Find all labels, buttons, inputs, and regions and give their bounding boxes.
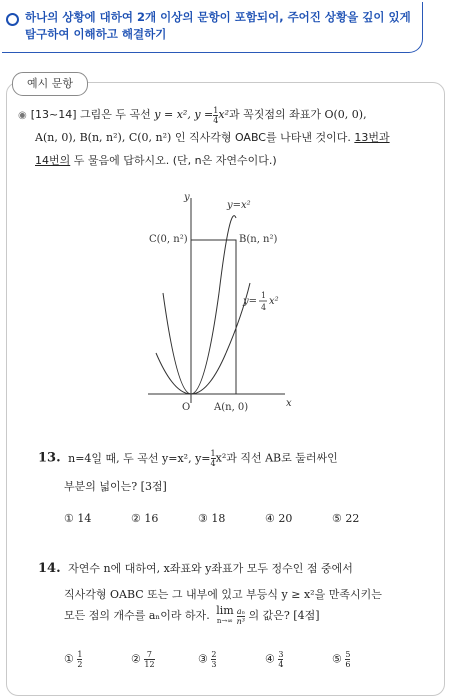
choice-marker: ③ xyxy=(198,512,208,525)
intro-eq-2-post: x² xyxy=(218,108,229,121)
frac-num: 1 xyxy=(210,449,216,458)
q14-choice-5[interactable] xyxy=(332,650,350,669)
question-14-text-3a: 모든 점의 개수를 aₙ이라 하자. xyxy=(64,609,210,622)
choice-value: 22 xyxy=(345,512,360,525)
q14-choice-3[interactable] xyxy=(198,650,216,669)
choice-marker: ⑤ xyxy=(332,512,342,525)
point-b-label: B(n, n²) xyxy=(239,234,278,245)
question-14-line-1 xyxy=(38,560,438,576)
q14-choice-2[interactable] xyxy=(131,650,155,669)
limit-expression xyxy=(216,606,233,626)
frac-num: 1 xyxy=(77,650,83,659)
intro-o-coord: O(0, 0), xyxy=(324,108,367,121)
question-13-line-1 xyxy=(38,449,438,468)
q13-choice-2[interactable] xyxy=(131,512,158,525)
frac-den: n³ xyxy=(236,616,246,626)
choice-marker: ① xyxy=(64,512,74,525)
choice-value: 14 xyxy=(77,512,92,525)
question-14-number: 14. xyxy=(38,561,61,576)
curve-1-label: y=x² xyxy=(227,200,251,211)
question-14-line-3 xyxy=(64,606,320,626)
choice-value: 20 xyxy=(278,512,293,525)
intro-eq-1: y = x², xyxy=(154,108,191,121)
frac-den: 3 xyxy=(211,660,217,669)
intro-eq-2-pre: y = xyxy=(194,108,214,121)
choice-fraction xyxy=(345,650,350,669)
point-a-label: A(n, 0) xyxy=(214,402,249,413)
intro-text-4: 두 물음에 답하시오. (단, n은 자연수이다.) xyxy=(73,154,277,167)
banner-text xyxy=(25,9,415,43)
curve-2-label-den: 4 xyxy=(261,303,267,312)
q13-choice-5[interactable] xyxy=(332,512,359,525)
curve-quarter-x-squared-upper xyxy=(226,283,250,353)
x-axis-label: x xyxy=(286,398,292,409)
question-13-text-b: x²과 직선 AB로 둘러싸인 xyxy=(215,451,338,465)
curve-2-label-pre: y= xyxy=(243,296,258,307)
frac-num: 3 xyxy=(278,650,284,659)
lim-subscript: n→∞ xyxy=(216,617,234,625)
intro-line-2 xyxy=(35,127,445,149)
q13-choice-1[interactable] xyxy=(64,512,91,525)
q13-choice-4[interactable] xyxy=(265,512,292,525)
choice-marker: ① xyxy=(64,652,74,666)
rectangle-oabc xyxy=(191,240,236,394)
banner-line-2: 탐구하여 이해하고 해결하기 xyxy=(25,27,167,41)
intro-text-1: 그림은 두 곡선 xyxy=(80,108,151,121)
curve-2-label-post: x² xyxy=(269,296,279,307)
frac-den: 4 xyxy=(210,459,216,468)
parabola-figure xyxy=(140,188,310,420)
intro-coords: A(n, 0), B(n, n²), C(0, n²) xyxy=(35,131,172,144)
choice-fraction xyxy=(144,650,154,669)
question-14-line-2: 직사각형 OABC 또는 그 내부에 있고 부등식 y ≥ x²을 만족시키는 xyxy=(64,588,382,601)
question-13-text-a: n=4일 때, 두 곡선 y=x², y= xyxy=(68,451,211,465)
frac-den: 4 xyxy=(278,660,284,669)
intro-line-1 xyxy=(18,104,438,127)
curve-y-x-squared-upper xyxy=(219,216,236,293)
question-13-number: 13. xyxy=(38,450,61,466)
choice-fraction xyxy=(278,650,283,669)
curve-2-label-num: 1 xyxy=(261,291,267,300)
choice-fraction xyxy=(77,650,82,669)
frac-num: 5 xyxy=(345,650,351,659)
question-13-line-2: 부분의 넓이는? [3점] xyxy=(64,480,167,493)
choice-value: 18 xyxy=(211,512,226,525)
lim-word: lim xyxy=(216,604,234,617)
frac-den: 4 xyxy=(213,115,219,125)
choice-marker: ④ xyxy=(265,512,275,525)
choice-marker: ② xyxy=(131,652,141,666)
limit-fraction xyxy=(237,607,245,626)
origin-label: O xyxy=(182,402,191,413)
banner-line-1: 하나의 상황에 대하여 2개 이상의 문항이 포함되어, 주어진 상황을 깊이 있게 xyxy=(25,10,411,24)
frac-den: 6 xyxy=(345,660,351,669)
intro-text-3: 인 직사각형 OABC를 나타낸 것이다. xyxy=(174,131,351,144)
question-14-text-3b: 의 값은? [4점] xyxy=(248,609,320,622)
bullet-circle-icon xyxy=(6,13,19,26)
q13-choice-3[interactable] xyxy=(198,512,225,525)
y-axis-label: y xyxy=(184,192,190,203)
intro-text-2: 과 꼭짓점의 좌표가 xyxy=(228,108,321,121)
intro-underline-1: 13번과 xyxy=(354,131,390,144)
choice-value: 16 xyxy=(144,512,159,525)
frac-num: 7 xyxy=(146,650,153,659)
intro-line-3 xyxy=(35,150,445,172)
choice-marker: ④ xyxy=(265,652,275,666)
choice-marker: ③ xyxy=(198,652,208,666)
frac-num: 2 xyxy=(211,650,217,659)
frac-num: 1 xyxy=(213,105,219,115)
q14-choice-1[interactable] xyxy=(64,650,82,669)
intro-underline-2: 14번의 xyxy=(35,154,71,167)
q14-choice-4[interactable] xyxy=(265,650,283,669)
frac-num: aₙ xyxy=(236,606,245,616)
frac-den: 12 xyxy=(144,660,155,669)
intro-bullet-icon: ◉ xyxy=(18,110,27,121)
choice-marker: ② xyxy=(131,512,141,525)
example-tab: 예시 문항 xyxy=(12,72,88,96)
intro-tag: [13~14] xyxy=(30,108,77,121)
question-14-text-1: 자연수 n에 대하여, x좌표와 y좌표가 모두 정수인 점 중에서 xyxy=(68,562,353,575)
choice-fraction xyxy=(211,650,216,669)
point-c-label: C(0, n²) xyxy=(149,234,188,245)
frac-den: 2 xyxy=(77,660,83,669)
choice-marker: ⑤ xyxy=(332,652,342,666)
